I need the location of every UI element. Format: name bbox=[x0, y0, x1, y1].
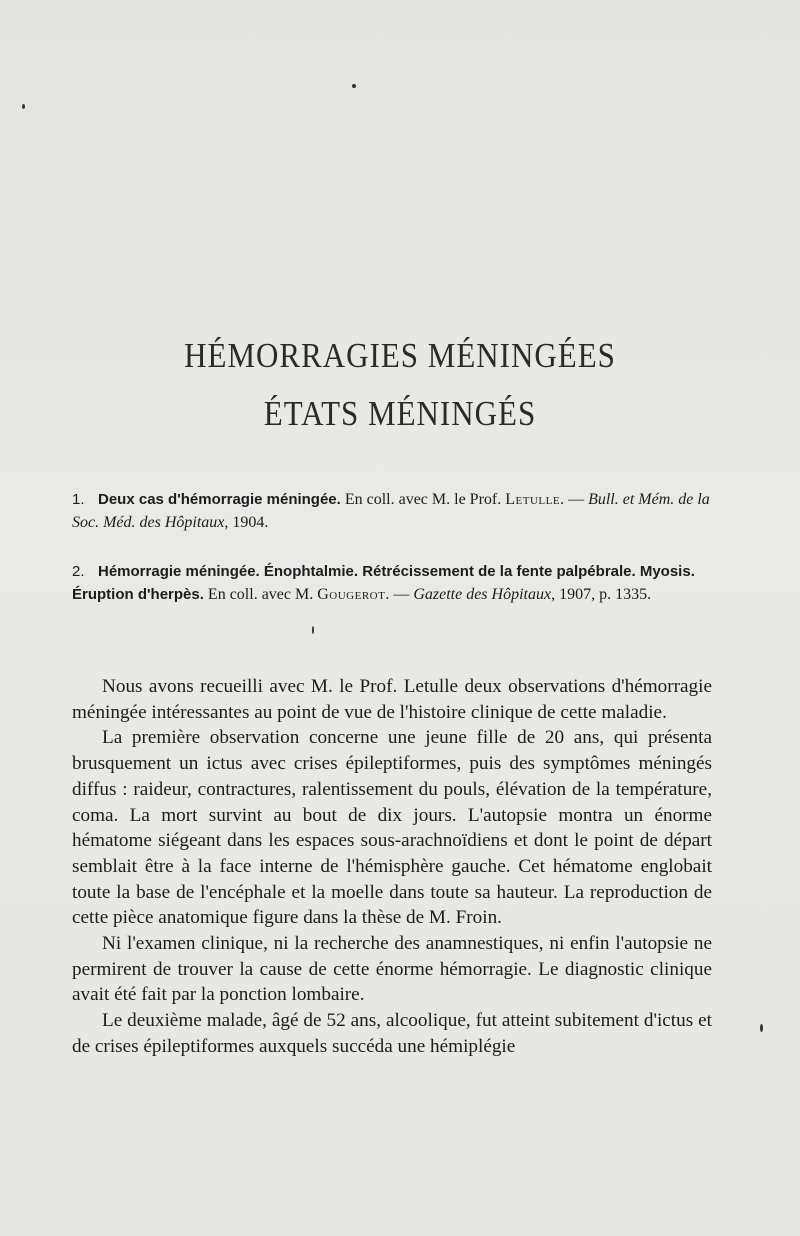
reference-number: 2. bbox=[72, 563, 85, 580]
reference-details: , 1907, p. 1335. bbox=[551, 586, 652, 603]
reference-item bbox=[72, 488, 712, 534]
reference-number: 1. bbox=[72, 491, 85, 508]
reference-title: Deux cas d'hémorragie méningée. bbox=[98, 491, 341, 508]
reference-separator: . — bbox=[385, 586, 410, 603]
reference-collab: En coll. avec M. bbox=[207, 586, 314, 603]
reference-separator: . — bbox=[560, 491, 585, 508]
reference-journal: Bull. et Mém. de la Soc. Méd. des Hôpitaux bbox=[72, 491, 710, 531]
reference-journal: Gazette des Hôpitaux bbox=[413, 586, 552, 603]
paragraph: Nous avons recueilli avec M. le Prof. Letulle deux observations d'hémorragie méningée intéressantes au point de vue de l'histoire clinique de cette maladie. bbox=[72, 676, 712, 723]
reference-title: Hémorragie méningée. Énophtalmie. Rétrécissement de la fente palpébrale. Myosis. Éruption d'herpès. bbox=[72, 563, 695, 603]
scan-speck bbox=[352, 84, 356, 88]
paragraph: La première observation concerne une jeune fille de 20 ans, qui présenta brusquement un ictus avec crises épileptiformes, puis des symptômes méningés diffus : raideur, contractures, ralentissement du pouls, élévation de la température, coma. La mort survint au bout de dix jours. L'autopsie montra un énorme hématome siégeant dans les espaces sous-arachnoïdiens et dont le point de départ semblait être à la face interne de l'hémisphère gauche. Cet hématome englobait toute la base de l'encéphale et la moelle dans toute sa hauteur. La reproduction de cette pièce anatomique figure dans la thèse de M. Froin. bbox=[72, 727, 712, 929]
paragraph: Le deuxième malade, âgé de 52 ans, alcoolique, fut atteint subitement d'ictus et de crises épileptiformes auxquels succéda une hémiplégie bbox=[72, 1010, 712, 1057]
reference-author: Gougerot bbox=[317, 586, 386, 603]
reference-details: , 1904. bbox=[224, 514, 269, 531]
reference-collab: En coll. avec M. le Prof. bbox=[344, 491, 502, 508]
page-title: HÉMORRAGIES MÉNINGÉES bbox=[184, 335, 616, 376]
scan-speck bbox=[22, 104, 25, 109]
scan-speck bbox=[760, 1024, 763, 1032]
body-text bbox=[72, 674, 712, 1060]
reference-item bbox=[72, 560, 712, 606]
scan-speck bbox=[312, 626, 314, 634]
paragraph: Ni l'examen clinique, ni la recherche des anamnestiques, ni enfin l'autopsie ne permirent de trouver la cause de cette énorme hémorragie. Le diagnostic clinique avait été fait par la ponction lombaire. bbox=[72, 933, 712, 1006]
page-subtitle: ÉTATS MÉNINGÉS bbox=[263, 393, 537, 434]
reference-author: Letulle bbox=[505, 491, 561, 508]
